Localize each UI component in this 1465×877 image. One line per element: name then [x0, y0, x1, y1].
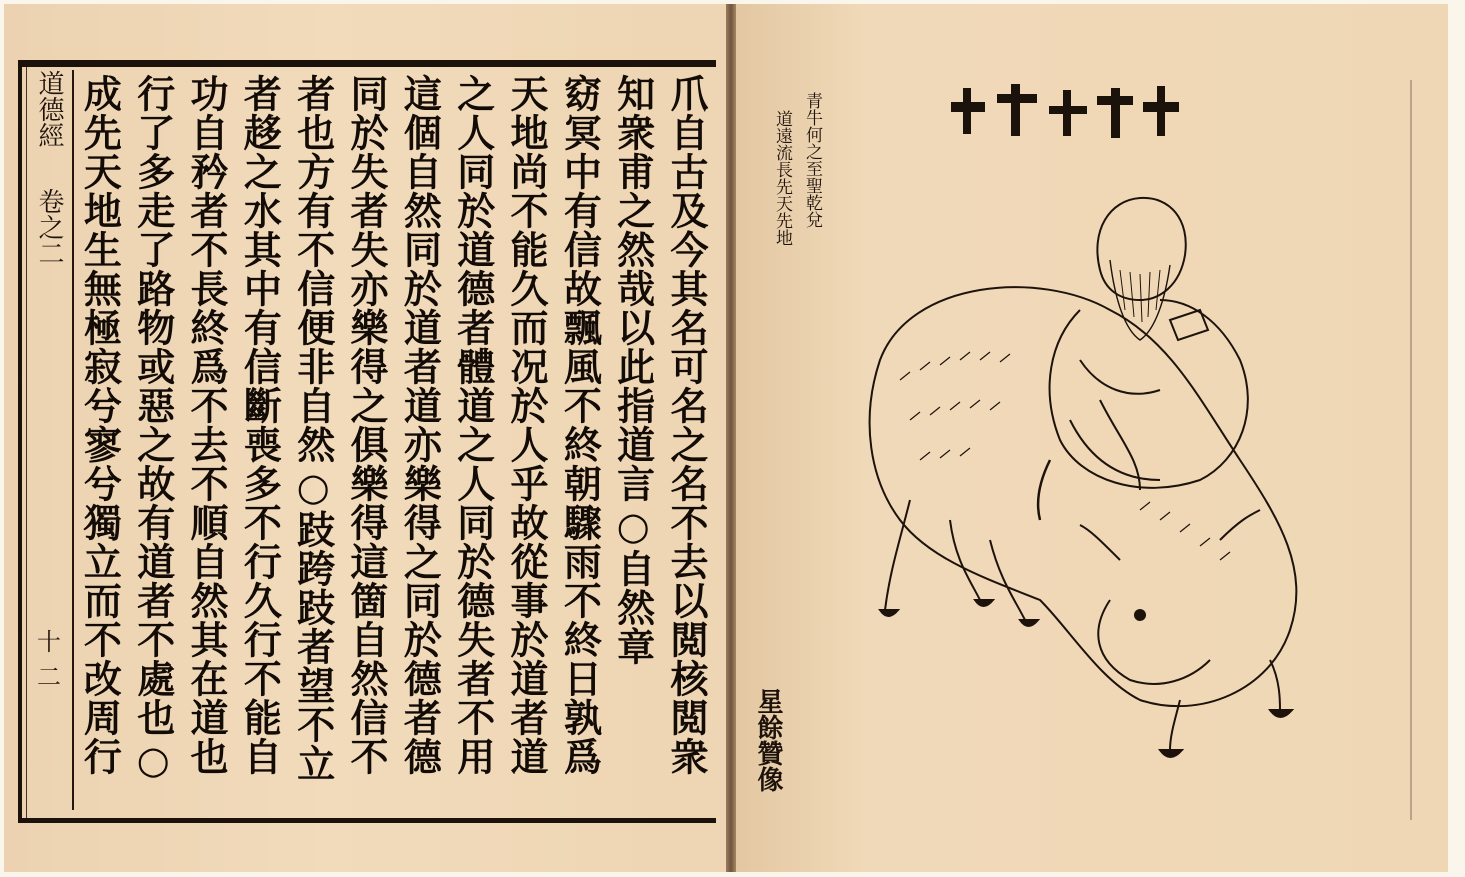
seal-stamp [945, 80, 1185, 148]
text-column: 者趍之水其中有信斷喪多不行久行不能自 [237, 74, 283, 776]
right-page-rule [1410, 80, 1412, 820]
laozi-on-ox-illustration [840, 160, 1340, 800]
text-column: 這個自然同於道者道亦樂得之同於德者德 [397, 74, 443, 776]
book-gutter [726, 4, 736, 872]
frame-left-rule [18, 60, 22, 823]
page-number: 十二 [37, 628, 61, 691]
text-column: 同於失者失亦樂得之俱樂得這箇自然信不 [344, 74, 390, 776]
caption-line-1: 青牛何之至聖乾兌 [802, 92, 822, 228]
text-column: 成先天地生無極寂兮寥兮獨立而不改周行 [77, 74, 123, 776]
book-title: 道德經 [34, 70, 64, 148]
text-column: 窈冥中有信故飄風不終朝驟雨不終日孰爲 [557, 74, 603, 776]
main-text [74, 74, 714, 814]
text-column: 天地尚不能久而况於人乎故從事於道者道 [504, 74, 550, 776]
text-column: 知衆甫之然哉以此指道言○自然章 [610, 74, 656, 666]
text-column: 者也方有不信便非自然○跂跨跂者望不立 [290, 74, 336, 783]
text-column: 功自矜者不長終爲不去不順自然其在道也 [184, 74, 230, 776]
text-column: 行了多走了路物或惡之故有道者不處也○ [130, 74, 176, 783]
frame-bottom-rule [18, 818, 716, 823]
margin-column [26, 70, 74, 810]
text-column: 之人同於道德者體道之人同於德失者不用 [450, 74, 496, 776]
caption-line-2: 道遠流長先天先地 [772, 110, 792, 246]
artist-signature: 星餘贊像 [753, 688, 783, 792]
frame-top-rule [18, 60, 716, 67]
volume-label: 卷之二 [34, 188, 64, 266]
text-column: 爪自古及今其名可名之名不去以閲核閲衆 [664, 74, 709, 776]
